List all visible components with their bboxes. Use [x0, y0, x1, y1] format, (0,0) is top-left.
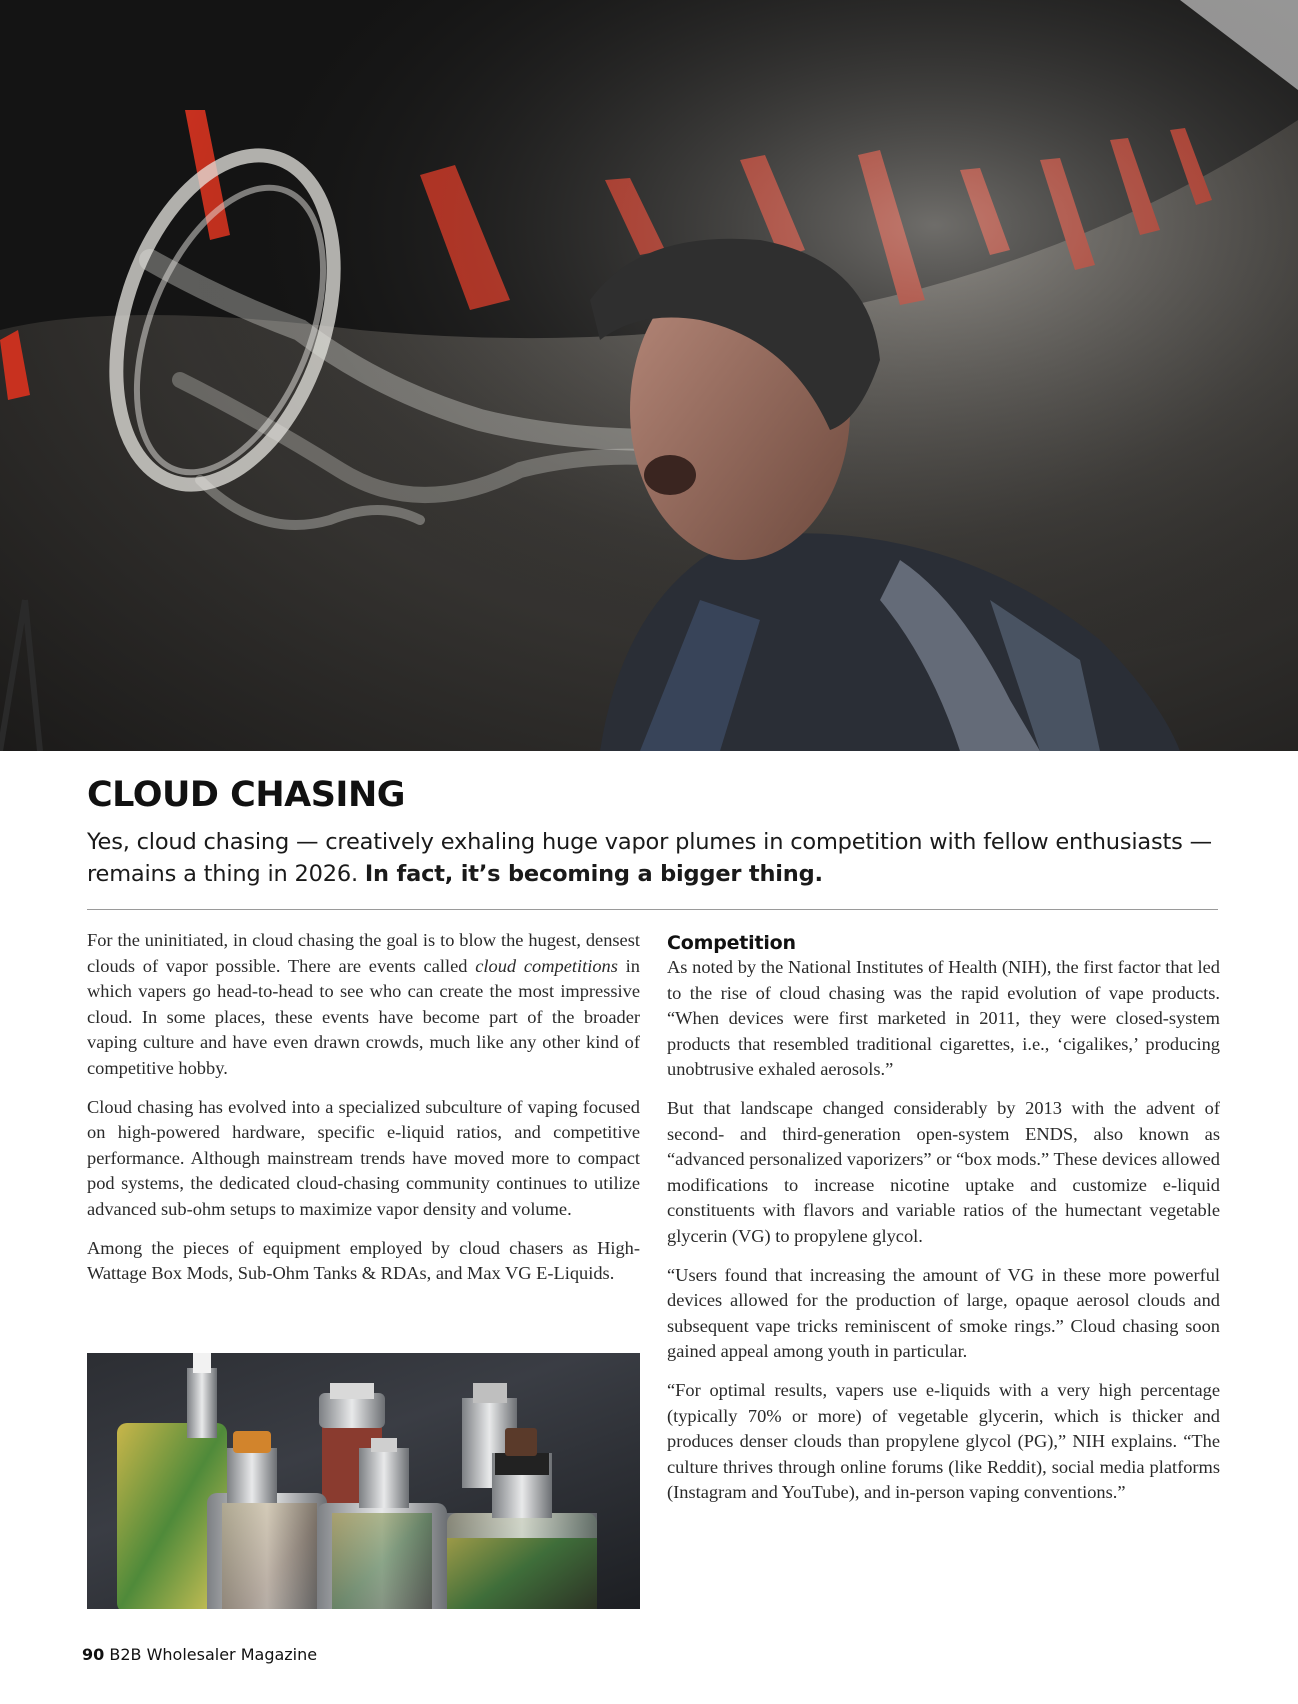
publication-name: B2B Wholesaler Magazine [109, 1645, 318, 1664]
deck-text: Yes, cloud chasing — creatively exhaling huge vapor plumes in competition with fellow enthusiasts — remains a thing in 2026. [87, 829, 1212, 887]
page-footer [82, 1645, 317, 1664]
paragraph: Among the pieces of equipment employed by cloud chasers as High-Wattage Box Mods, Sub-Ohm Tanks & RDAs, and Max VG E-Liquids. [87, 1237, 640, 1284]
page-number: 90 [82, 1645, 105, 1664]
left-column [87, 928, 640, 1300]
paragraph-italic: cloud competitions [475, 955, 618, 976]
section-subhead: Competition [667, 932, 796, 954]
paragraph: But that landscape changed considerably by 2013 with the advent of second- and third-generation open-system ENDS, also known as “advanced personalized vaporizers” or “box mods.” These devices allowed modifications to increase nicotine uptake and customize e-liquid constituents with flavors and variable ratios of the humectant vegetable glycerin (VG) to propylene glycol. [667, 1097, 1220, 1246]
right-column [667, 928, 1220, 1519]
paragraph: “Users found that increasing the amount of VG in these more powerful devices allowed for the production of large, opaque aerosol clouds and subsequent vape tricks reminiscent of smoke rings.” Cloud chasing soon gained appeal among youth in particular. [667, 1264, 1220, 1362]
hero-photo [0, 0, 1298, 751]
article-deck [87, 826, 1217, 890]
divider-rule [87, 909, 1218, 910]
hero-illustration [0, 0, 1298, 751]
paragraph-text: in which vapers go head-to-head to see who can create the most impressive cloud. In some places, these events have become part of the broader vaping culture and have even drawn crowds, much like any other kind of competitive hobby. [87, 955, 640, 1078]
deck-emphasis: In fact, it’s becoming a bigger thing. [364, 861, 823, 887]
vape-devices-photo [87, 1353, 640, 1609]
paragraph: As noted by the National Institutes of Health (NIH), the first factor that led to the rise of cloud chasing was the rapid evolution of vape products. “When devices were first marketed in 2011, they were closed-system products that resembled traditional cigarettes, i.e., ‘cigalikes,’ producing unobtrusive exhaled aerosols.” [667, 957, 1220, 1080]
paragraph-text: For the uninitiated, in cloud chasing the goal is to blow the hugest, densest clouds of vapor possible. There are events called [87, 930, 640, 976]
paragraph: “For optimal results, vapers use e-liquids with a very high percentage (typically 70% or more) of vegetable glycerin, which is thicker and produces denser clouds than propylene glycol (PG),” NIH explains. “The culture thrives through online forums (like Reddit), social media platforms (Instagram and YouTube), and in-person vaping conventions.” [667, 1379, 1220, 1503]
vape-illustration [87, 1353, 640, 1609]
paragraph: Cloud chasing has evolved into a specialized subculture of vaping focused on high-powered hardware, specific e-liquid ratios, and competitive performance. Although mainstream trends have moved more to compact pod systems, the dedicated cloud-chasing community continues to utilize advanced sub-ohm setups to maximize vapor density and volume. [87, 1096, 640, 1219]
paragraph [87, 928, 640, 1082]
article-title: CLOUD CHASING [87, 775, 405, 815]
